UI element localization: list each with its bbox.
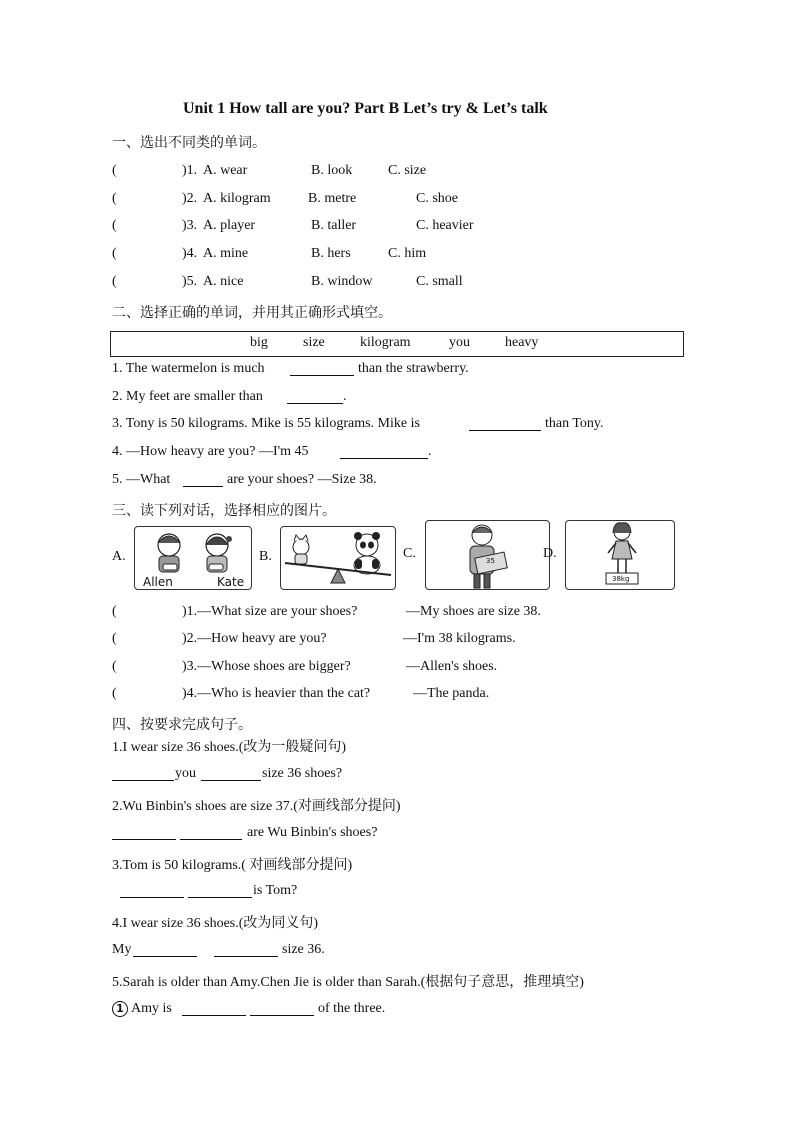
word-bank-item: size [303, 335, 325, 350]
picture-label-d: D. [543, 546, 557, 561]
word-bank-item: big [250, 335, 268, 350]
answer-blank[interactable] [182, 1001, 246, 1016]
question-4: 4.I wear size 36 shoes.(改为同义句) [112, 916, 319, 931]
answer-blank[interactable] [120, 883, 184, 898]
question-3: 3.Tom is 50 kilograms.( 对画线部分提问) [112, 858, 353, 873]
answer-blank[interactable] [180, 825, 242, 840]
scale-reading: 38kg [612, 575, 630, 583]
picture-d[interactable] [565, 520, 675, 590]
circled-number: 1 [112, 1001, 128, 1017]
answer-blank[interactable] [201, 766, 261, 781]
answer-blank[interactable] [287, 389, 343, 404]
answer-blank[interactable] [112, 766, 174, 781]
answer-blank[interactable] [133, 942, 197, 957]
answer-blank[interactable] [214, 942, 278, 957]
answer-blank[interactable] [290, 361, 354, 376]
word-bank [110, 331, 684, 357]
name-kate: Kate [217, 575, 245, 589]
name-allen: Allen [143, 575, 173, 589]
picture-c[interactable] [425, 520, 550, 590]
picture-label-c: C. [403, 546, 416, 561]
cat-panda-seesaw-illustration [281, 527, 396, 590]
question-2: 2.Wu Binbin's shoes are size 37.(对画线部分提问) [112, 799, 401, 814]
section2-heading: 二、选择正确的单词，并用其正确形式填空。 [112, 305, 392, 321]
word-bank-item: heavy [505, 335, 539, 350]
question-5: 5.Sarah is older than Amy.Chen Jie is older than Sarah.(根据句子意思，推理填空) [112, 975, 584, 990]
shoebox-size: 35 [486, 557, 495, 565]
section4-heading: 四、按要求完成句子。 [112, 717, 252, 733]
picture-b[interactable] [280, 526, 396, 590]
answer-blank[interactable] [112, 825, 176, 840]
word-bank-item: kilogram [360, 335, 411, 350]
section1-heading: 一、选出不同类的单词。 [112, 135, 266, 151]
section3-heading: 三、读下列对话，选择相应的图片。 [112, 503, 336, 519]
picture-label-a: A. [112, 549, 126, 564]
answer-blank[interactable] [250, 1001, 314, 1016]
picture-a[interactable] [134, 526, 252, 590]
boy-holding-shoebox-illustration [426, 521, 550, 590]
answer-blank[interactable] [340, 444, 428, 459]
page-title: Unit 1 How tall are you? Part B Let’s try & Let’s talk [183, 100, 548, 117]
picture-label-b: B. [259, 549, 272, 564]
answer-blank[interactable] [183, 472, 223, 487]
word-bank-item: you [449, 335, 470, 350]
question-1: 1.I wear size 36 shoes.(改为一般疑问句) [112, 740, 347, 755]
answer-blank[interactable] [188, 883, 252, 898]
answer-blank[interactable] [469, 416, 541, 431]
